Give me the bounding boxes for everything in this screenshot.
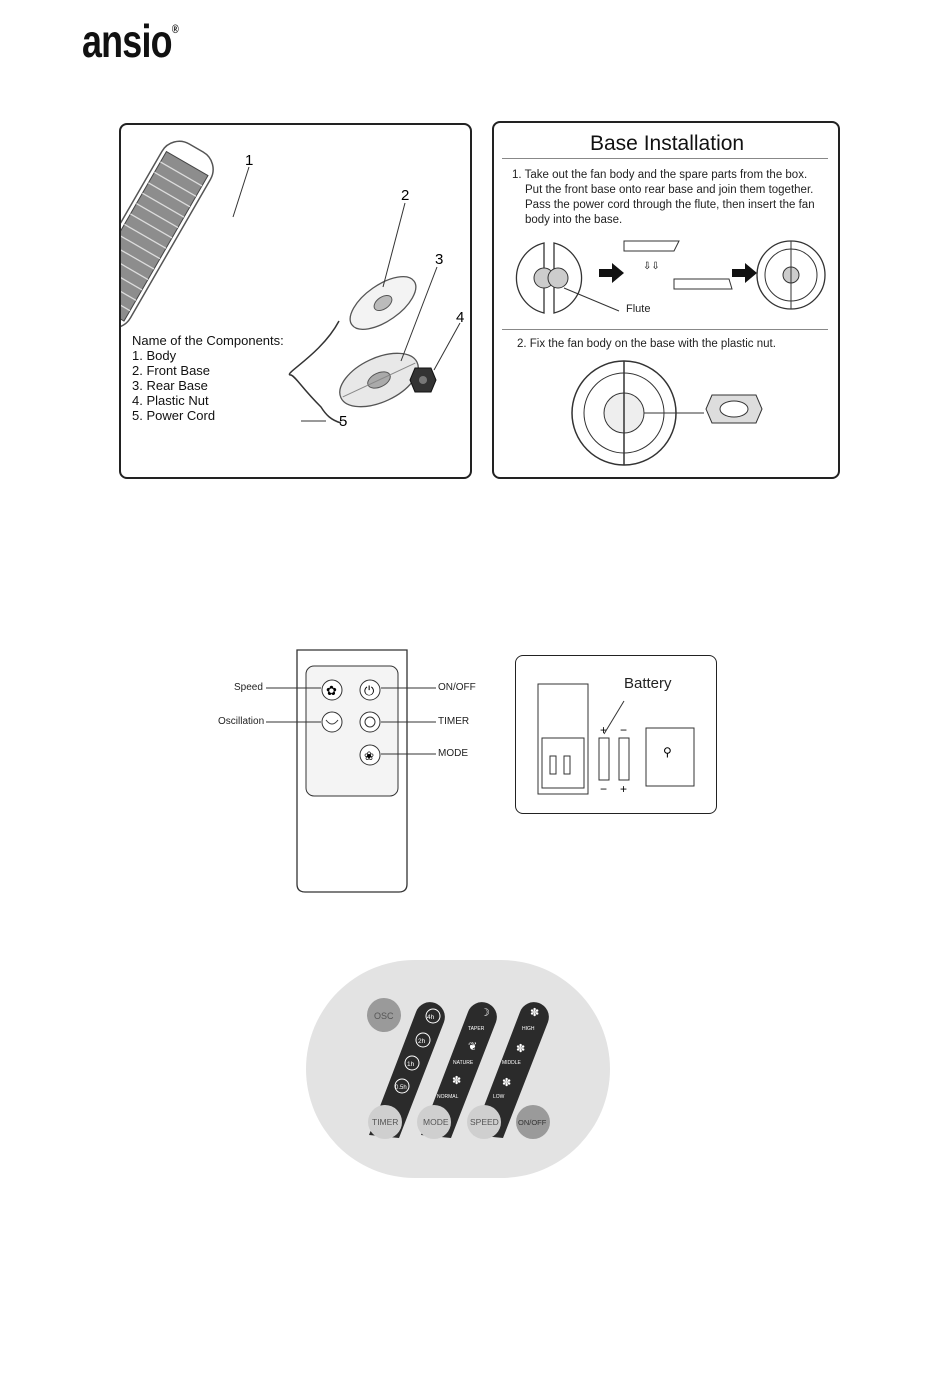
base-installation-title: Base Installation (590, 132, 745, 155)
components-panel (119, 123, 472, 479)
oscillation-label: Oscillation (218, 716, 265, 727)
timer-button (360, 712, 380, 732)
osc-label: OSC (374, 1011, 394, 1021)
components-title: Name of the Components: (132, 333, 284, 348)
title-divider (502, 158, 828, 159)
battery-icon (599, 738, 609, 780)
timer-option: 0.5h (395, 1085, 407, 1091)
battery-label: Battery (624, 675, 672, 692)
speed-label: Speed (234, 682, 263, 693)
svg-text:−: − (600, 782, 608, 796)
step1-line: body into the base. (525, 214, 623, 226)
on-off-label: ON/OFF (518, 1118, 547, 1127)
power-icon: ⏻ (364, 683, 375, 698)
fan-icon: ✽ (530, 1007, 540, 1019)
mode-option: NORMAL (437, 1094, 459, 1100)
moon-icon: ☽ (480, 1007, 490, 1019)
step1-line: 1. Take out the fan body and the spare parts from the box. (512, 169, 808, 181)
svg-text:−: − (620, 723, 628, 737)
svg-text:+: + (620, 782, 628, 796)
speed-label: SPEED (470, 1117, 499, 1127)
callout-2: 2 (401, 187, 410, 204)
step2-text: 2. Fix the fan body on the base with the plastic nut. (517, 338, 776, 350)
step1-text (512, 168, 815, 228)
fan-icon: ✽ (516, 1043, 526, 1055)
battery-diagram (516, 656, 716, 813)
oscillation-button (322, 712, 342, 732)
speed-option: LOW (493, 1094, 505, 1100)
control-panel (306, 960, 610, 1178)
battery-icon (619, 738, 629, 780)
component-item: 3. Rear Base (132, 378, 208, 393)
step1-line: Put the front base onto rear base and join them together. (525, 184, 814, 196)
fan-icon: ✽ (502, 1077, 512, 1089)
fan-exploded-view (121, 125, 470, 477)
mode-label: MODE (423, 1117, 449, 1127)
fan-icon: ✿ (326, 683, 337, 698)
components-list (132, 333, 284, 423)
brand-logo (82, 14, 178, 68)
registered-mark: ® (171, 22, 178, 36)
timer-option: 1h (407, 1061, 415, 1068)
callout-3: 3 (435, 251, 444, 268)
on-off-label: ON/OFF (438, 682, 476, 693)
remote-face (306, 666, 398, 796)
step1-line: Pass the power cord through the flute, then insert the fan (525, 199, 815, 211)
front-base-drawing (342, 266, 425, 339)
svg-text:⇩⇩: ⇩⇩ (643, 261, 660, 272)
arrow-right-icon (732, 263, 757, 283)
speed-option: MIDDLE (502, 1060, 521, 1066)
component-item: 5. Power Cord (132, 408, 216, 423)
step1-diagram (494, 233, 838, 323)
fan-icon: ✽ (452, 1075, 462, 1087)
svg-text:+: + (600, 723, 608, 737)
callout-1: 1 (245, 152, 254, 169)
control-panel-graphic (306, 960, 610, 1178)
callout-4: 4 (456, 309, 465, 326)
leaf-icon: ❦ (468, 1041, 478, 1053)
flute-label: Flute (626, 303, 651, 315)
timer-option: 4h (427, 1014, 435, 1021)
component-item: 1. Body (132, 348, 177, 363)
component-item: 4. Plastic Nut (132, 393, 209, 408)
mode-icon: ❀ (364, 749, 375, 763)
timer-option: 2h (418, 1038, 426, 1045)
arrow-right-icon (599, 263, 624, 283)
step2-diagram (564, 359, 804, 467)
mode-label: MODE (438, 748, 468, 759)
battery-panel (515, 655, 717, 814)
step-divider (502, 329, 828, 330)
fan-body-drawing (121, 134, 220, 346)
component-item: 2. Front Base (132, 363, 211, 378)
svg-text:⚲: ⚲ (663, 745, 672, 759)
plastic-nut-drawing (410, 368, 436, 392)
speed-option: HIGH (522, 1026, 535, 1032)
base-installation-panel (492, 121, 840, 479)
brand-name: ansio (82, 15, 172, 67)
timer-label: TIMER (438, 716, 470, 727)
mode-option: NATURE (453, 1060, 474, 1066)
timer-label: TIMER (372, 1117, 399, 1127)
mode-option: TAPER (468, 1026, 485, 1032)
callout-5: 5 (339, 413, 348, 430)
